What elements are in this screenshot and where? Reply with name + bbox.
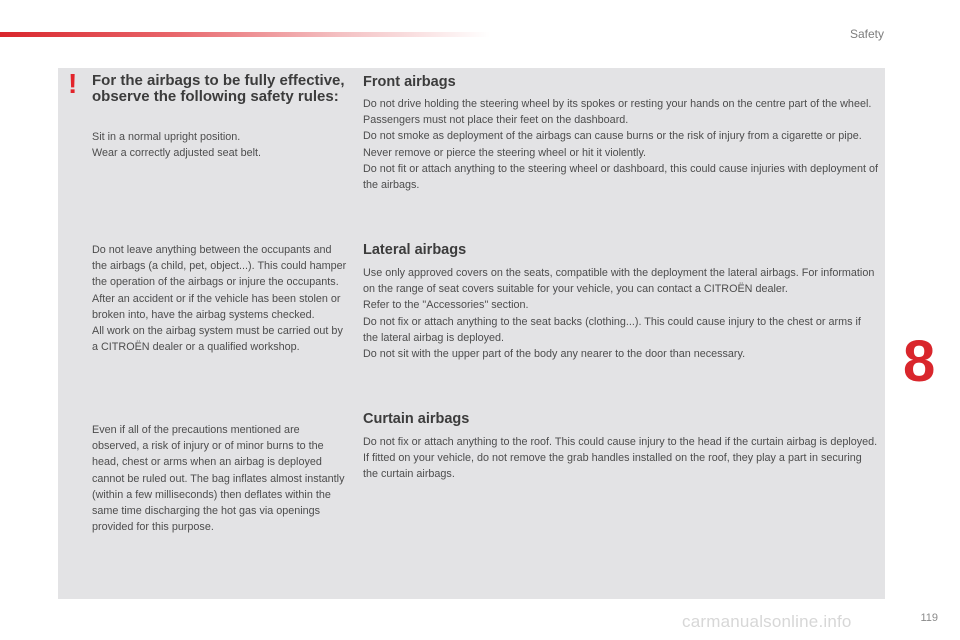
section-title: Safety [849, 27, 884, 41]
warning-paragraph-1: Sit in a normal upright position. Wear a correctly adjusted seat belt. [92, 131, 262, 160]
watermark: carmanualsonline.info [682, 612, 852, 631]
warning-paragraph-3: Even if all of the precautions mentioned are observed, a risk of injury or of minor burns to the head, chest or arms when an airbag is deployed cannot be ruled out. The bag inflates almost instantly (within a few milliseconds) then deflates within the same time discharging the hot gas via openings provided for this purpose. [92, 424, 345, 534]
lateral-airbags-text: Use only approved covers on the seats, compatible with the deployment the lateral airbags. For information on the range of seat covers suitable for your vehicle, you can contact a CITROËN dealer. Refer to the "Accessories" section. Do not fix or attach anything to the seat backs (clothing...). This could cause injury to the chest or arms if the lateral airbag is deployed. Do not sit with the upper part of the body any nearer to the door than necessary. [363, 267, 875, 361]
warning-paragraph-2: Do not leave anything between the occupants and the airbags (a child, pet, object...). This could hamper the operation of the airbags or injure the occupants. After an accident or if the vehicle has been stolen or broken into, have the airbag systems checked. All work on the airbag system must be carried out by a CITROËN dealer or a qualified workshop. [92, 244, 347, 354]
front-airbags-heading: Front airbags [363, 74, 456, 90]
lateral-airbags-heading: Lateral airbags [363, 242, 467, 258]
exclamation-icon: ! [68, 68, 78, 99]
chapter-number: 8 [903, 329, 936, 394]
curtain-airbags-text: Do not fix or attach anything to the roof. This could cause injury to the head if the curtain airbag is deployed. If fitted on your vehicle, do not remove the grab handles installed on the roof, they play a part in securing the curtain airbags. [363, 436, 878, 481]
front-airbags-text: Do not drive holding the steering wheel by its spokes or resting your hands on the centre part of the wheel. Passengers must not place their feet on the dashboard. Do not smoke as deployment of the airbags can cause burns or the risk of injury from a cigarette or pipe. Never remove or pierce the steering wheel or hit it violently. Do not fit or attach anything to the steering wheel or dashboard, this could cause injuries with deployment of the airbags. [363, 98, 878, 192]
warning-title: For the airbags to be fully effective, observe the following safety rules: [92, 72, 345, 105]
page-number: 119 [920, 612, 938, 624]
curtain-airbags-heading: Curtain airbags [363, 411, 470, 427]
header-accent-bar [0, 32, 490, 37]
